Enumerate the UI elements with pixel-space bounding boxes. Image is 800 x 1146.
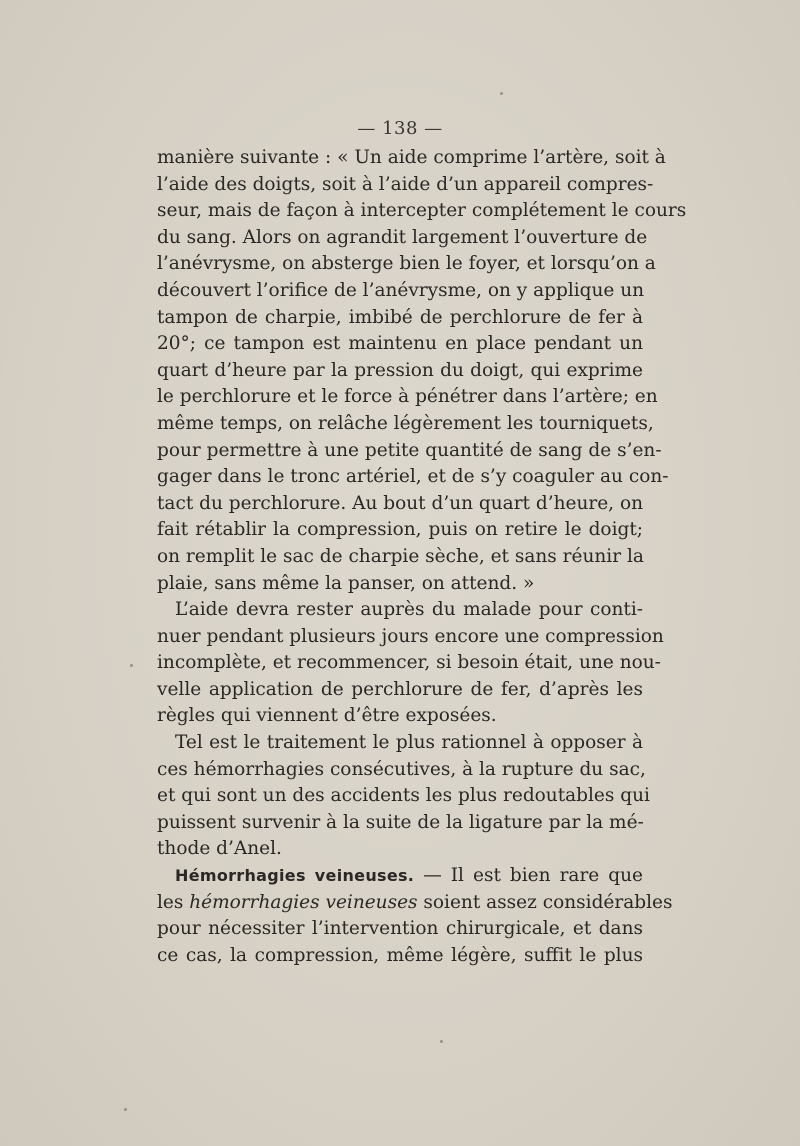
- text-run: les: [157, 891, 190, 913]
- text-line: le perchlorure et le force à pénétrer dans l’artère; en: [157, 386, 658, 408]
- paper-speck: [440, 1040, 443, 1043]
- text-line: tampon de charpie, imbibé de perchlorure de fer à: [157, 306, 643, 328]
- italic-term: hémorrhagies veineuses: [189, 891, 418, 913]
- paragraph-first-line: L’aide devra rester auprès du malade pour conti-: [175, 599, 643, 621]
- text-line: on remplit le sac de charpie sèche, et sans réunir la: [157, 545, 644, 567]
- text-line: l’aide des doigts, soit à l’aide d’un appareil compres-: [157, 173, 654, 195]
- text-line: pour permettre à une petite quantité de sang de s’en-: [157, 439, 662, 461]
- text-line: l’anévrysme, on absterge bien le foyer, et lorsqu’on a: [157, 253, 656, 275]
- text-line: ce cas, la compression, même légère, suffit le plus: [157, 944, 643, 966]
- text-line: règles qui viennent d’être exposées.: [157, 705, 497, 727]
- text-line: et qui sont un des accidents les plus redoutables qui: [157, 785, 650, 807]
- text-line: pour nécessiter l’intervention chirurgicale, et dans: [157, 918, 643, 940]
- paper-speck: [124, 1108, 127, 1111]
- text-line: 20°; ce tampon est maintenu en place pendant un: [157, 333, 643, 355]
- text-line: quart d’heure par la pression du doigt, qui exprime: [157, 359, 643, 381]
- text-line: fait rétablir la compression, puis on retire le doigt;: [157, 519, 643, 541]
- text-line: ces hémorrhagies consécutives, à la rupture du sac,: [157, 758, 646, 780]
- text-line: [157, 890, 673, 917]
- page-number: — 138 —: [357, 118, 443, 139]
- text-line: plaie, sans même la panser, on attend. »: [157, 572, 535, 594]
- text-line: puissent survenir à la suite de la ligature par la mé-: [157, 811, 644, 833]
- section-heading: Hémorrhagies veineuses.: [175, 866, 415, 886]
- text-line: seur, mais de façon à intercepter complétement le cours: [157, 200, 687, 222]
- text-line: tact du perchlorure. Au bout d’un quart d’heure, on: [157, 492, 643, 514]
- text-line: même temps, on relâche légèrement les tourniquets,: [157, 412, 654, 434]
- paragraph-first-line: Tel est le traitement le plus rationnel à opposer à: [175, 732, 643, 754]
- text-line: velle application de perchlorure de fer, d’après les: [157, 678, 643, 700]
- paper-speck: [130, 664, 133, 667]
- text-line: gager dans le tronc artériel, et de s’y coaguler au con-: [157, 466, 669, 488]
- text-run: soient assez considérables: [417, 891, 673, 913]
- text-line: thode d’Anel.: [157, 838, 282, 860]
- text-line: nuer pendant plusieurs jours encore une compression: [157, 625, 664, 647]
- text-line: incomplète, et recommencer, si besoin était, une nou-: [157, 652, 661, 674]
- paper-speck: [500, 92, 503, 95]
- text-run: — Il est bien rare que: [414, 865, 643, 887]
- text-line: découvert l’orifice de l’anévrysme, on y applique un: [157, 279, 645, 301]
- body-text: [157, 145, 687, 969]
- section-heading-line: [157, 863, 643, 890]
- text-line: manière suivante : « Un aide comprime l’artère, soit à: [157, 147, 666, 168]
- text-line: du sang. Alors on agrandit largement l’ouverture de: [157, 226, 648, 248]
